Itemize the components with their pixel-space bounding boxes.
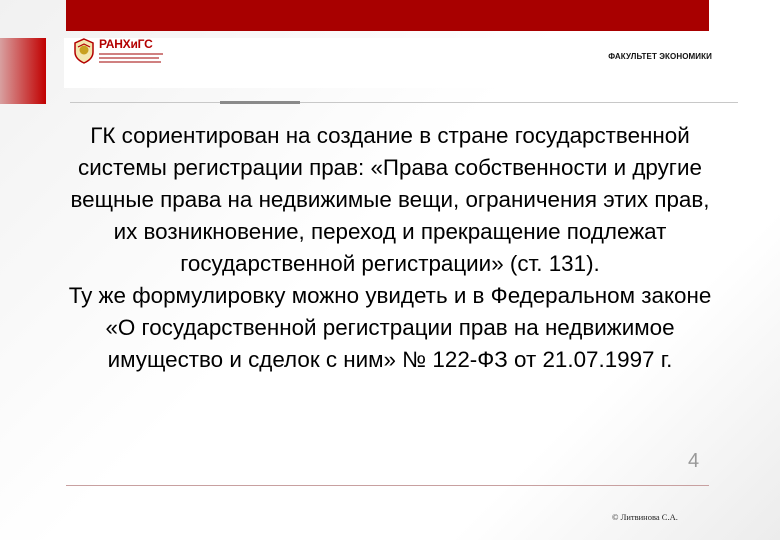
faculty-title: ФАКУЛЬТЕТ ЭКОНОМИКИ xyxy=(608,52,712,61)
footer-divider xyxy=(66,485,709,486)
header-divider xyxy=(70,102,738,103)
copyright-notice: © Литвинова С.А. xyxy=(612,512,678,522)
left-accent-strip xyxy=(0,38,46,104)
top-accent-bar xyxy=(66,0,709,31)
page-number: 4 xyxy=(688,450,700,472)
slide-body xyxy=(58,120,722,376)
header-panel xyxy=(64,38,736,88)
logo-wordmark: РАНХиГС xyxy=(99,37,153,51)
paragraph-federal-law: Ту же формулировку можно увидеть и в Федеральном законе «О государственной регистрации прав на недвижимое имущество и сделок с ним» № 122-ФЗ от 21.07.1997 г. xyxy=(68,283,712,372)
emblem-icon xyxy=(72,38,96,64)
paragraph-civil-code: ГК сориентирован на создание в стране государственной системы регистрации прав: «Права собственности и другие вещные права на недвижимые вещи, ограничения этих прав, их возникновение, переход и прекращение подлежат государственной регистрации» (ст. 131). xyxy=(70,123,710,276)
header-divider-accent xyxy=(220,101,300,104)
ranepa-logo xyxy=(72,37,163,65)
logo-subtitle-lines xyxy=(99,53,163,65)
